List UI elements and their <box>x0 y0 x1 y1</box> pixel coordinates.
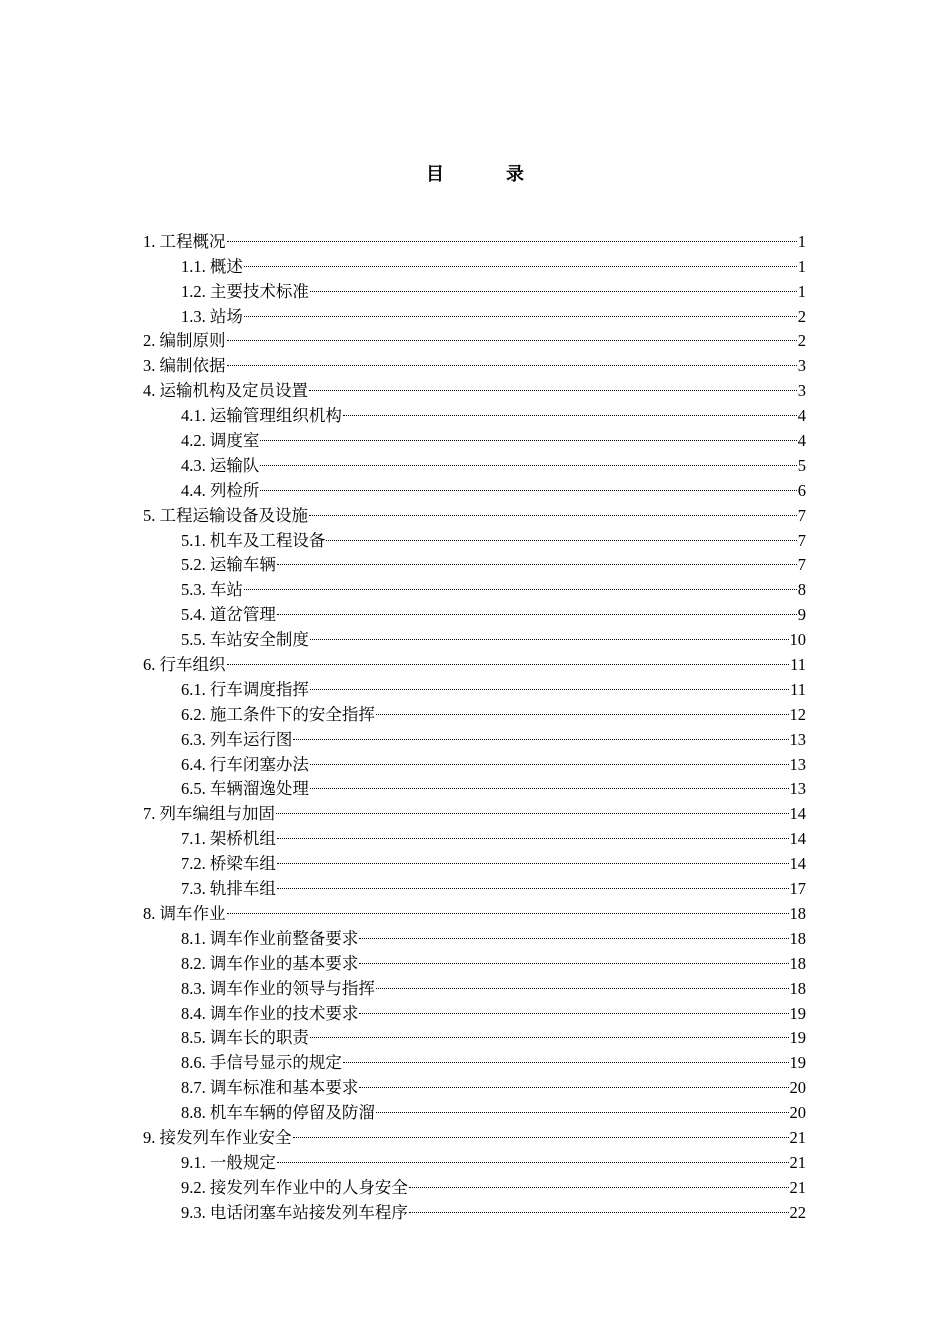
toc-entry-page-number: 19 <box>789 1028 806 1048</box>
toc-entry-label: 5. 工程运输设备及设施 <box>143 505 308 525</box>
toc-dot-leader <box>259 421 797 446</box>
toc-entry-label: 5.4. 道岔管理 <box>181 605 276 625</box>
toc-dot-leader <box>226 346 798 371</box>
toc-entry-chapter[interactable] <box>143 222 806 251</box>
toc-entry-label: 5.2. 运输车辆 <box>181 555 276 575</box>
toc-dot-leader <box>309 272 798 297</box>
toc-entry-label: 6.3. 列车运行图 <box>181 729 293 749</box>
toc-entry-label: 6.5. 车辆溜逸处理 <box>181 779 309 799</box>
toc-entry-page-number: 17 <box>789 879 806 899</box>
toc-dot-leader <box>309 745 790 770</box>
toc-dot-leader <box>342 396 798 421</box>
toc-dot-leader <box>276 1143 790 1168</box>
toc-dot-leader <box>342 1043 790 1068</box>
toc-entry-page-number: 4 <box>797 431 806 451</box>
toc-entry-page-number: 22 <box>789 1202 806 1222</box>
toc-entry-page-number: 14 <box>789 854 806 874</box>
toc-dot-leader <box>358 1068 789 1093</box>
toc-entry-chapter[interactable] <box>143 645 806 675</box>
toc-entry-page-number: 10 <box>789 630 806 650</box>
toc-entry-label: 7. 列车编组与加固 <box>143 804 275 824</box>
toc-entry-page-number: 7 <box>797 505 806 525</box>
toc-entry-label: 4.1. 运输管理组织机构 <box>181 406 342 426</box>
toc-dot-leader <box>275 794 790 819</box>
toc-entry-page-number: 14 <box>789 804 806 824</box>
toc-entry-label: 1.3. 站场 <box>181 306 243 326</box>
toc-entry-label: 1.2. 主要技术标准 <box>181 281 309 301</box>
toc-dot-leader <box>358 944 789 969</box>
toc-entry-page-number: 1 <box>797 231 806 251</box>
toc-entry-chapter[interactable] <box>143 371 806 401</box>
toc-entry-page-number: 21 <box>789 1127 806 1147</box>
toc-dot-leader <box>276 546 798 571</box>
toc-dot-leader <box>243 247 798 272</box>
toc-dot-leader <box>276 844 790 869</box>
toc-dot-leader <box>276 869 790 894</box>
toc-entry-page-number: 13 <box>789 779 806 799</box>
toc-entry-label: 6.4. 行车闭塞办法 <box>181 754 309 774</box>
toc-dot-leader <box>309 670 790 695</box>
toc-entry-section[interactable] <box>143 670 806 699</box>
toc-entry-label: 3. 编制依据 <box>143 356 226 376</box>
toc-dot-leader <box>276 595 798 620</box>
toc-entry-page-number: 12 <box>789 704 806 724</box>
toc-entry-page-number: 13 <box>789 729 806 749</box>
toc-entry-label: 2. 编制原则 <box>143 331 226 351</box>
toc-entry-page-number: 13 <box>789 754 806 774</box>
toc-entry-label: 8. 调车作业 <box>143 903 226 923</box>
toc-entry-page-number: 4 <box>797 406 806 426</box>
toc-dot-leader <box>259 471 797 496</box>
toc-entry-label: 8.3. 调车作业的领导与指挥 <box>181 978 375 998</box>
toc-entry-label: 5.5. 车站安全制度 <box>181 630 309 650</box>
toc-entry-chapter[interactable] <box>143 894 806 923</box>
toc-entry-page-number: 6 <box>797 480 806 500</box>
toc-entry-section[interactable] <box>143 919 806 948</box>
toc-entry-label: 8.6. 手信号显示的规定 <box>181 1053 342 1073</box>
toc-entry-label: 8.1. 调车作业前整备要求 <box>181 928 359 948</box>
toc-entry-page-number: 21 <box>789 1177 806 1197</box>
toc-entry-page-number: 7 <box>797 555 806 575</box>
toc-entry-chapter[interactable] <box>143 322 806 351</box>
toc-entry-label: 6. 行车组织 <box>143 655 226 675</box>
toc-dot-leader <box>226 322 798 347</box>
toc-dot-leader <box>375 1093 790 1118</box>
toc-dot-leader <box>308 371 798 396</box>
toc-entry-page-number: 11 <box>790 679 806 699</box>
toc-entry-label: 6.2. 施工条件下的安全指挥 <box>181 704 375 724</box>
toc-dot-leader <box>408 1168 790 1193</box>
toc-entry-label: 8.8. 机车车辆的停留及防溜 <box>181 1103 375 1123</box>
toc-dot-leader <box>243 570 798 595</box>
toc-entry-chapter[interactable] <box>143 346 806 376</box>
toc-entry-page-number: 1 <box>797 256 806 276</box>
toc-entry-page-number: 7 <box>797 530 806 550</box>
toc-dot-leader <box>309 620 790 645</box>
toc-dot-leader <box>243 297 798 322</box>
toc-entry-label: 5.3. 车站 <box>181 580 243 600</box>
toc-dot-leader <box>259 446 797 471</box>
toc-entry-page-number: 18 <box>789 978 806 998</box>
toc-dot-leader <box>292 720 789 745</box>
toc-dot-leader <box>325 521 797 546</box>
toc-entry-label: 5.1. 机车及工程设备 <box>181 530 326 550</box>
toc-list <box>143 222 806 1222</box>
toc-entry-label: 4. 运输机构及定员设置 <box>143 381 308 401</box>
toc-dot-leader <box>358 919 789 944</box>
toc-entry-page-number: 21 <box>789 1152 806 1172</box>
toc-dot-leader <box>276 819 790 844</box>
toc-entry-page-number: 3 <box>797 381 806 401</box>
toc-entry-page-number: 20 <box>789 1103 806 1123</box>
toc-entry-page-number: 5 <box>797 455 806 475</box>
toc-dot-leader <box>358 994 789 1019</box>
toc-entry-section[interactable] <box>143 247 806 276</box>
toc-entry-label: 8.4. 调车作业的技术要求 <box>181 1003 359 1023</box>
toc-entry-label: 7.3. 轨排车组 <box>181 879 276 899</box>
toc-entry-page-number: 18 <box>789 903 806 923</box>
toc-entry-page-number: 14 <box>789 829 806 849</box>
toc-entry-label: 4.3. 运输队 <box>181 455 260 475</box>
toc-dot-leader <box>309 1019 790 1044</box>
toc-entry-page-number: 2 <box>797 306 806 326</box>
toc-entry-section[interactable] <box>143 570 806 600</box>
toc-entry-label: 9. 接发列车作业安全 <box>143 1127 292 1147</box>
toc-entry-label: 8.5. 调车长的职责 <box>181 1028 309 1048</box>
toc-entry-page-number: 1 <box>797 281 806 301</box>
toc-entry-page-number: 18 <box>789 953 806 973</box>
toc-entry-page-number: 19 <box>789 1003 806 1023</box>
toc-entry-label: 6.1. 行车调度指挥 <box>181 679 309 699</box>
toc-entry-label: 4.4. 列检所 <box>181 480 260 500</box>
toc-dot-leader <box>308 496 798 521</box>
toc-dot-leader <box>292 1118 790 1143</box>
toc-entry-label: 7.2. 桥梁车组 <box>181 854 276 874</box>
toc-entry-label: 7.1. 架桥机组 <box>181 829 276 849</box>
toc-dot-leader <box>226 645 791 670</box>
toc-dot-leader <box>309 770 790 795</box>
toc-entry-page-number: 18 <box>789 928 806 948</box>
toc-entry-label: 1. 工程概况 <box>143 231 226 251</box>
toc-dot-leader <box>226 222 798 247</box>
toc-entry-label: 9.3. 电话闭塞车站接发列车程序 <box>181 1202 408 1222</box>
toc-entry-label: 8.2. 调车作业的基本要求 <box>181 953 359 973</box>
toc-entry-label: 8.7. 调车标准和基本要求 <box>181 1078 359 1098</box>
toc-entry-label: 9.1. 一般规定 <box>181 1152 276 1172</box>
toc-entry-section[interactable] <box>143 297 806 326</box>
toc-dot-leader <box>226 894 790 919</box>
toc-entry-label: 4.2. 调度室 <box>181 431 260 451</box>
toc-entry-page-number: 9 <box>797 605 806 625</box>
toc-entry-page-number: 11 <box>790 655 806 675</box>
toc-entry-label: 9.2. 接发列车作业中的人身安全 <box>181 1177 408 1197</box>
toc-title: 目 录 <box>426 164 546 184</box>
toc-entry-page-number: 19 <box>789 1053 806 1073</box>
toc-dot-leader <box>408 1193 790 1218</box>
toc-entry-page-number: 2 <box>797 331 806 351</box>
toc-entry-label: 1.1. 概述 <box>181 256 243 276</box>
toc-entry-page-number: 20 <box>789 1078 806 1098</box>
toc-entry-page-number: 3 <box>797 356 806 376</box>
toc-entry-page-number: 8 <box>797 580 806 600</box>
toc-dot-leader <box>375 969 790 994</box>
toc-dot-leader <box>375 695 790 720</box>
